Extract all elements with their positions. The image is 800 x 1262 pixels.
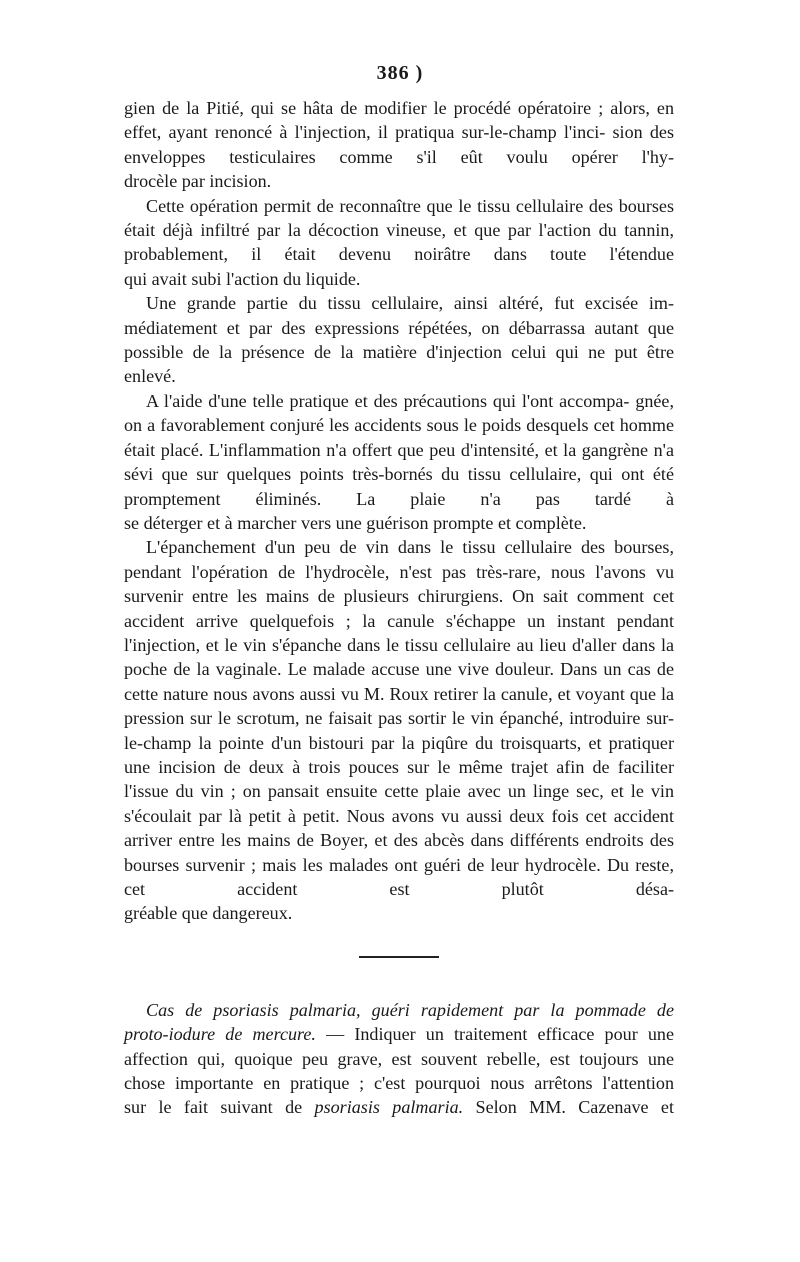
text-line: sur le fait suivant de xyxy=(124,1097,315,1118)
text-line: qui avait subi l'action du liquide. xyxy=(124,268,361,289)
text-line: Selon MM. Cazenave et xyxy=(463,1097,674,1118)
body-text xyxy=(124,96,674,1120)
text-line: pendant l'opération de l'hydrocèle, n'est pas très-rare, nous l'avons vu xyxy=(124,561,674,582)
text-line: bourses était déjà infiltré par la décoction vineuse, et que par l'action xyxy=(124,195,674,241)
text-line: abcès dans différents endroits des bourses survenir ; mais les malades xyxy=(124,830,674,875)
text-line: drocèle par incision. xyxy=(124,171,272,192)
paragraph xyxy=(124,1071,674,1095)
paragraph xyxy=(124,194,674,267)
text-line: chose importante en pratique ; c'est pourquoi nous arrêtons l'attention xyxy=(124,1073,674,1094)
text-line: cas de cette nature nous avons aussi vu M. Roux retirer la canule, et xyxy=(124,659,674,704)
page-number: 386 ) xyxy=(376,62,424,84)
text-line: et la gangrène n'a sévi que sur quelques points très-bornés du tissu xyxy=(124,439,674,485)
text-line: accident arrive quelquefois ; la canule s'échappe un instant pendant xyxy=(124,610,674,631)
text-line: cet homme était placé. L'inflammation n'a offert que peu d'intensité, xyxy=(124,415,675,460)
text-line: affection qui, quoique peu grave, est souvent rebelle, est toujours une xyxy=(124,1048,674,1069)
paragraph-end xyxy=(124,169,674,193)
text-line: du tannin, probablement, il était devenu noirâtre dans toute l'étendue xyxy=(124,220,674,265)
text-line: épanché, introduire sur-le-champ la pointe d'un bistouri par la piqûre xyxy=(124,708,674,753)
text-line: voyant que la pression sur le scrotum, ne faisait pas sortir le vin xyxy=(124,683,675,729)
text-line: sion des enveloppes testiculaires comme s'il eût voulu opérer l'hy- xyxy=(124,122,674,167)
paragraph-end xyxy=(124,511,674,535)
text-line: L'épanchement d'un peu de vin dans le tissu cellulaire des bourses, xyxy=(146,537,674,558)
case-title: proto-iodure de mercure. xyxy=(124,1024,316,1045)
paragraph-end xyxy=(124,901,674,925)
text-line: survenir entre les mains de plusieurs chirurgiens. On sait comment cet xyxy=(124,586,674,607)
paragraph xyxy=(124,96,674,169)
paragraph-end xyxy=(124,364,674,388)
paragraph xyxy=(124,1047,674,1071)
paragraph-end xyxy=(124,267,674,291)
text-line: — Indiquer un traitement efficace pour une xyxy=(315,1024,674,1045)
text-line: l'injection, et le vin s'épanche dans le tissu cellulaire au lieu d'aller dans xyxy=(124,634,656,655)
section-title-line xyxy=(124,998,674,1022)
paragraph xyxy=(124,1022,674,1046)
text-line: avec un linge sec, et le vin s'écoulait par là petit à petit. Nous avons xyxy=(124,781,674,826)
paragraph xyxy=(124,535,674,901)
text-line: la poche de la vaginale. Le malade accuse une vive douleur. Dans un xyxy=(124,634,674,680)
text-line: en effet, ayant renoncé à l'injection, il pratiqua sur-le-champ l'inci- xyxy=(124,98,674,143)
text-emphasis: psoriasis palmaria. xyxy=(314,1097,464,1118)
paragraph xyxy=(124,291,674,364)
text-line: même trajet afin de faciliter l'issue du vin ; on pansait ensuite cette plaie xyxy=(124,756,674,802)
text-line: enlevé. xyxy=(124,366,176,387)
text-line: cellulaire, qui ont été promptement éliminés. La plaie n'a pas tardé à xyxy=(124,464,674,509)
text-line: médiatement et par des expressions répétées, on débarrassa autant que xyxy=(124,317,674,338)
text-line: du troisquarts, et pratiquer une incision de deux à trois pouces sur le xyxy=(124,732,674,777)
paragraph xyxy=(124,389,674,511)
text-line: gien de la Pitié, qui se hâta de modifier le procédé opératoire ; alors, xyxy=(124,98,650,118)
text-line: Une grande partie du tissu cellulaire, ainsi altéré, fut excisée im- xyxy=(146,293,674,314)
text-line: se déterger et à marcher vers une guérison prompte et complète. xyxy=(124,512,587,533)
section-divider xyxy=(359,956,439,958)
paragraph xyxy=(124,1095,674,1119)
text-line: ont guéri de leur hydrocèle. Du reste, cet accident est plutôt désa- xyxy=(124,854,674,899)
text-line: A l'aide d'une telle pratique et des précautions qui l'ont accompa- xyxy=(146,390,630,411)
case-title: Cas de psoriasis palmaria, guéri rapidement par la pommade de xyxy=(146,999,674,1020)
text-line: gnée, on a favorablement conjuré les accidents sous le poids desquels xyxy=(124,390,674,436)
text-line: gréable que dangereux. xyxy=(124,903,293,924)
text-line: Cette opération permit de reconnaître que le tissu cellulaire des xyxy=(146,195,614,216)
text-line: possible de la présence de la matière d'injection celui qui ne put être xyxy=(124,342,674,363)
text-line: vu aussi deux fois cet accident arriver entre les mains de Boyer, et des xyxy=(124,805,675,851)
